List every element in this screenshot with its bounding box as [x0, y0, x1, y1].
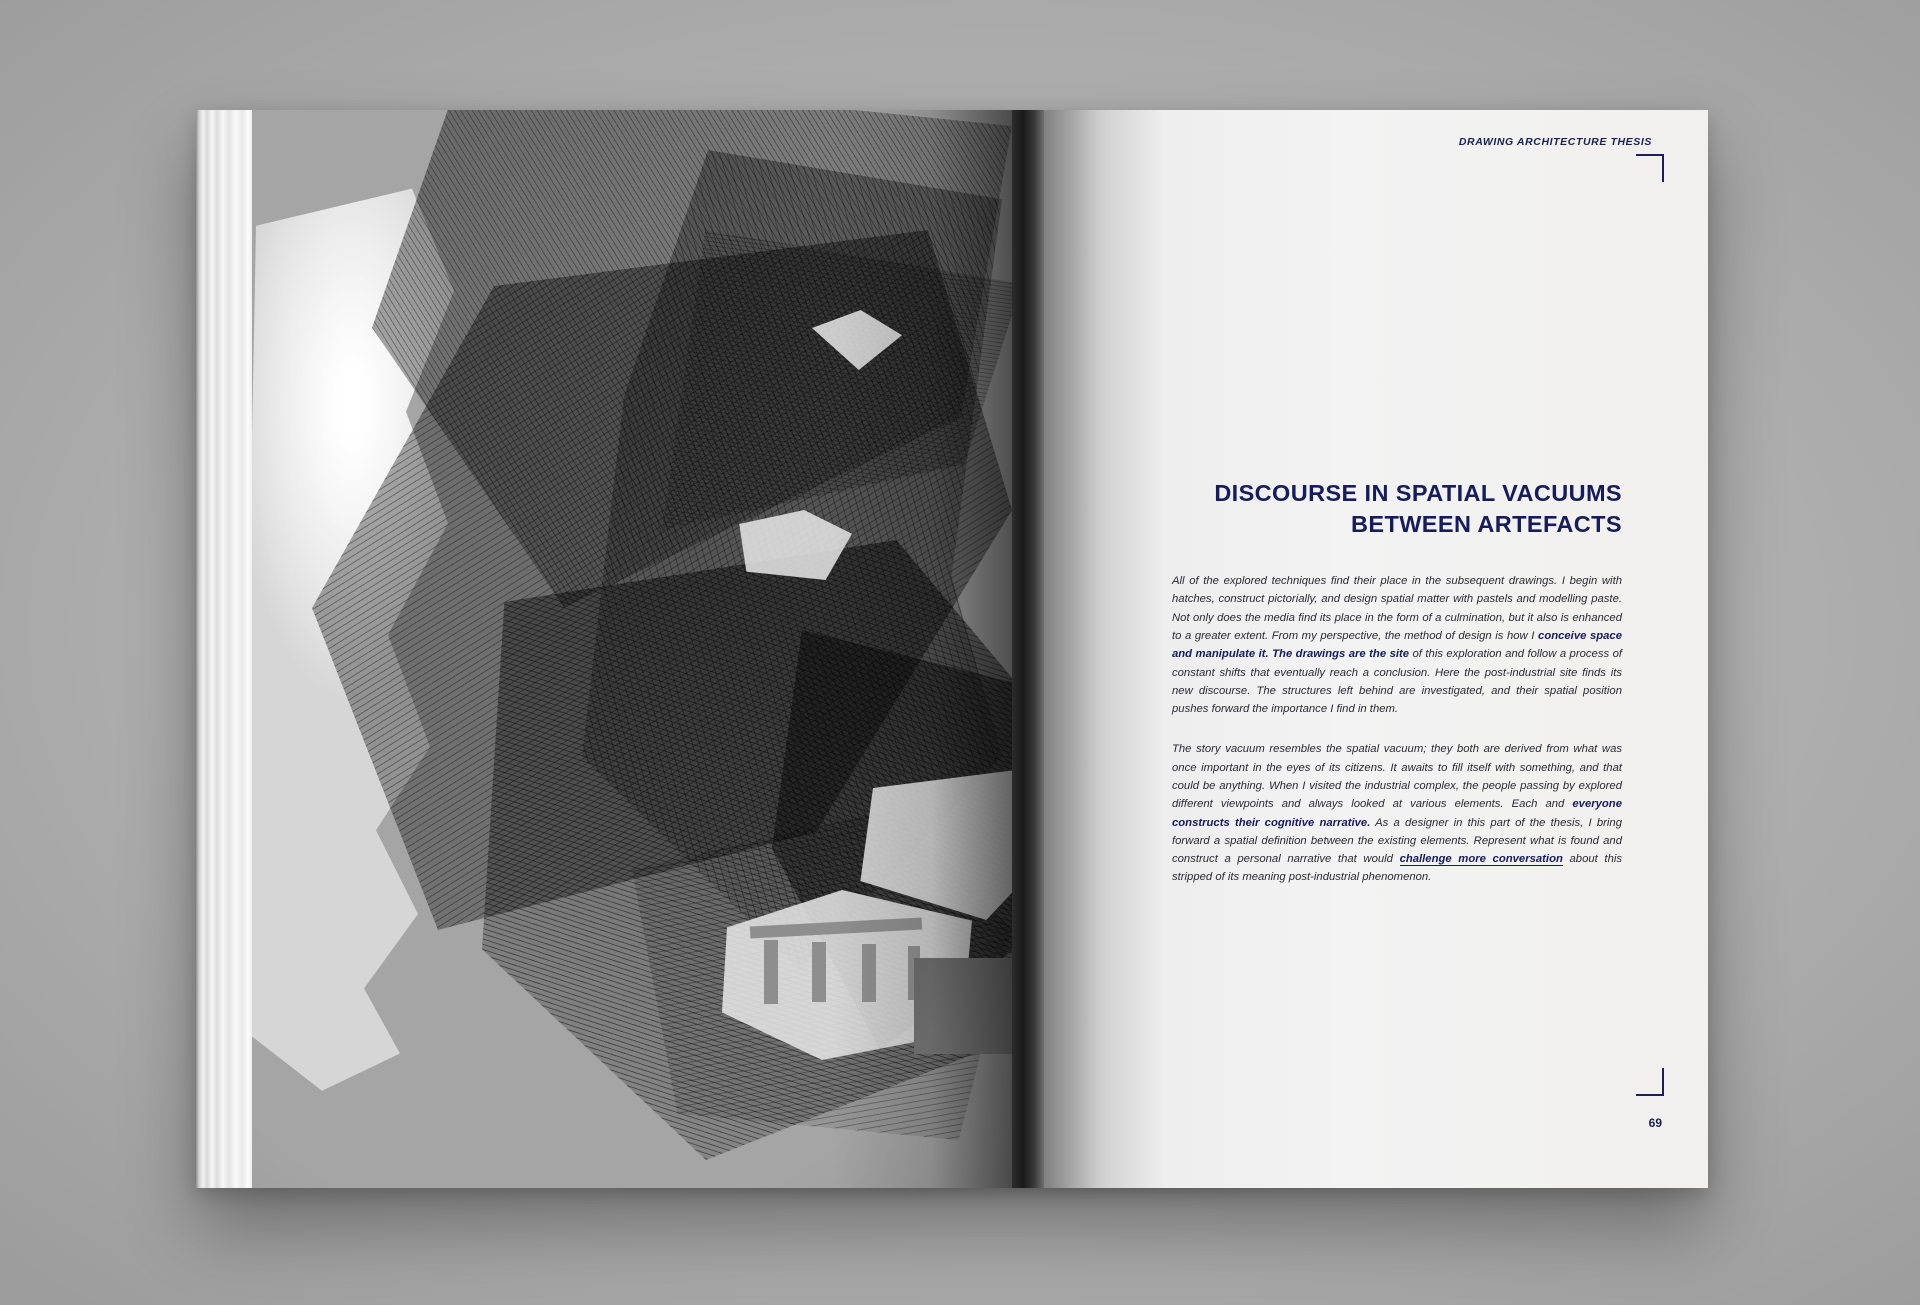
- dark-block-shape: [914, 958, 1012, 1054]
- book-gutter: [1012, 110, 1044, 1188]
- right-page-gutter-shading: [1044, 110, 1164, 1188]
- structure-bar-column-2: [812, 942, 826, 1002]
- paragraph-2-text-part-3: about this stripped of its meaning post-industrial phenomenon.: [1172, 853, 1623, 884]
- paragraph-2-text-part-2: As a designer in this part of the thesis, I bring forward a spatial definition between the existing elements. Represent what is found and construct a personal narrative that would: [1172, 816, 1622, 866]
- structure-bar-column-3: [862, 944, 876, 1002]
- text-column: [1172, 478, 1622, 887]
- body-paragraph-2: [1172, 740, 1622, 886]
- running-head: DRAWING ARCHITECTURE THESIS: [1458, 136, 1652, 148]
- right-page: [1044, 110, 1708, 1188]
- page-title: DISCOURSE IN SPATIAL VACUUMS BETWEEN ARTEFACTS: [1214, 480, 1622, 538]
- paragraph-1-text-part-1: All of the explored techniques find their place in the subsequent drawings. I begin with hatches, construct pictorially, and design spatial matter with pastels and modelling paste. Not only does the media find its place in the form of a culmination, but it also is enhanced to a greater extent. From my perspective, the method of design is how I: [1172, 575, 1622, 642]
- paragraph-1-highlight-1: conceive space and manipulate it. The drawings are the site: [1172, 629, 1623, 661]
- artwork-canvas: [252, 110, 1012, 1188]
- crop-mark-top-right: [1636, 154, 1664, 182]
- structure-bar-column-1: [764, 940, 778, 1004]
- paragraph-2-highlight-2: challenge more conversation: [1399, 853, 1563, 866]
- paragraph-2-highlight-1: everyone constructs their cognitive narrative.: [1172, 798, 1622, 829]
- open-book: [196, 110, 1708, 1188]
- body-paragraph-1: [1172, 572, 1622, 718]
- page-edge-stack: [196, 110, 252, 1188]
- left-page-artwork: [252, 110, 1012, 1188]
- crop-mark-bottom-right: [1636, 1068, 1664, 1096]
- paragraph-2-text-part-1: The story vacuum resembles the spatial vacuum; they both are derived from what was once important in the eyes of its citizens. It awaits to fill itself with something, and that could be anything. When I visited the industrial complex, the people passing by explored different viewpoints and always looked at various elements. Each and: [1172, 743, 1622, 811]
- page-number: 69: [1648, 1116, 1662, 1130]
- paragraph-1-text-part-2: of this exploration and follow a process of constant shifts that eventually reach a conclusion. Here the post-industrial site finds its new discourse. The structures left behind are investigated, and their spatial position pushes forward the importance I find in them.: [1172, 648, 1622, 716]
